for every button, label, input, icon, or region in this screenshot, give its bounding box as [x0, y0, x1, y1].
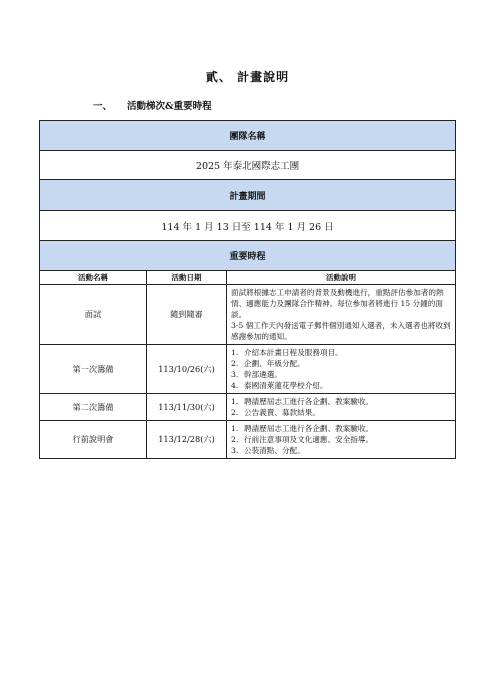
- activity-name: 第二次籌備: [40, 394, 147, 421]
- activity-name: 第一次籌備: [40, 345, 147, 394]
- period-header: 計畫期間: [40, 180, 456, 211]
- activity-date: 113/12/28(六): [147, 421, 227, 459]
- activity-description: [227, 285, 456, 345]
- list-item: 2. 行前注意事項及文化適應、安全指導。: [231, 435, 374, 444]
- activity-name: 面試: [40, 285, 147, 345]
- list-item: 3. 幹部遴選。: [231, 370, 282, 379]
- list-item: 2. 公告義賣、募款結果。: [231, 408, 320, 417]
- table-row: [40, 285, 456, 345]
- description-paragraph: 3-5 個工作天內發送電子郵件個別通知入選者，未入選者也將收到感謝參加的通知。: [231, 321, 451, 341]
- list-item: 3. 公裝清點、分配。: [231, 446, 305, 455]
- column-header-description: 活動說明: [227, 271, 456, 285]
- activity-description: [227, 394, 456, 421]
- page-title: 貳、 計畫說明: [205, 70, 290, 84]
- section-title: 活動梯次&重要時程: [127, 101, 212, 112]
- table-row: [40, 345, 456, 394]
- activity-name: 行前說明會: [40, 421, 147, 459]
- list-item: 4. 泰國清萊蓮花學校介紹。: [231, 381, 328, 390]
- activity-date: 113/11/30(六): [147, 394, 227, 421]
- table-row: [40, 421, 456, 459]
- activity-date: 113/10/26(六): [147, 345, 227, 394]
- period-value: 114 年 1 月 13 日至 114 年 1 月 26 日: [40, 211, 456, 241]
- team-name-header: 團隊名稱: [40, 121, 456, 151]
- activity-date: 隨到隨審: [147, 285, 227, 345]
- schedule-header: 重要時程: [40, 241, 456, 271]
- list-item: 1. 聘請歷屆志工進行各企劃、教案驗收。: [231, 424, 374, 433]
- column-header-name: 活動名稱: [40, 271, 147, 285]
- section-heading: [93, 98, 212, 112]
- activity-description: [227, 421, 456, 459]
- list-item: 1. 介紹本計畫日程及服務項目。: [231, 348, 343, 357]
- description-paragraph: 面試將根據志工申請者的背景及動機進行，重點評估參加者的熱情、適應能力及團隊合作精神。每位參加者將進行 15 分鐘的面談。: [231, 288, 444, 319]
- section-number: 一、: [93, 101, 113, 112]
- schedule-table: [39, 120, 456, 459]
- activity-description: [227, 345, 456, 394]
- team-name-value: 2025 年泰北國際志工團: [40, 151, 456, 180]
- column-header-date: 活動日期: [147, 271, 227, 285]
- list-item: 2. 企劃、年級分配。: [231, 359, 305, 368]
- list-item: 1. 聘請歷屆志工進行各企劃、教案驗收。: [231, 397, 374, 406]
- table-row: [40, 394, 456, 421]
